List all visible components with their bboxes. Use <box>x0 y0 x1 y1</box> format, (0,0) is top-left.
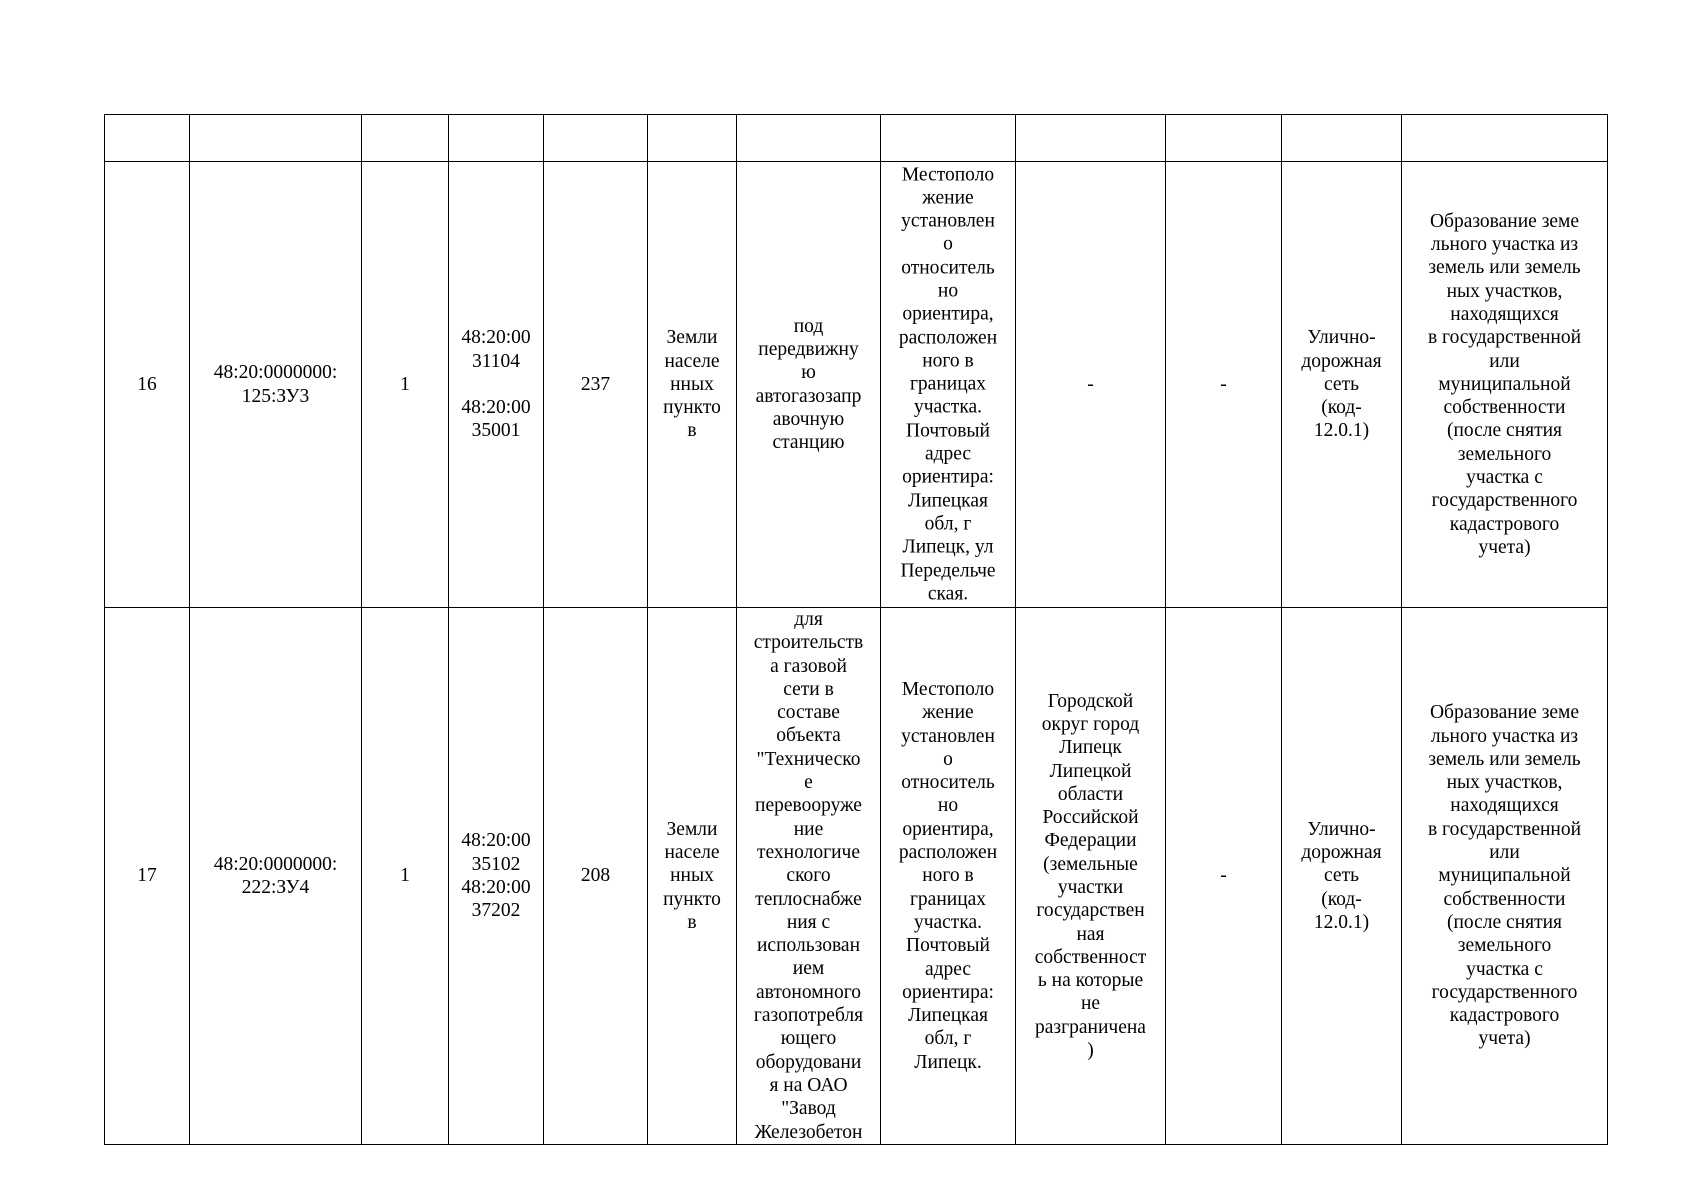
table-row <box>105 608 1608 1145</box>
count-cell <box>362 608 449 1145</box>
location-cell <box>881 608 1016 1145</box>
row-number-cell <box>105 162 190 608</box>
plot-designation: 48:20:0000000: 222:ЗУ4 <box>213 853 338 898</box>
plot-count: 1 <box>400 373 410 395</box>
header-cell <box>881 115 1016 162</box>
method-cell <box>1402 162 1608 608</box>
category-cell <box>648 162 737 608</box>
location-description: Местополо жение установлен о относитель но ориентира, расположен ного в границах участка. Почтовый адрес ориентира: Липецкая обл, г Липецк. <box>898 678 998 1073</box>
location-description: Местополо жение установлен о относитель но ориентира, расположен ного в границах участка. Почтовый адрес ориентира: Липецкая обл, г Липецк, ул Передельче ская. <box>898 164 998 605</box>
rights-cell <box>1166 608 1282 1145</box>
table-row <box>105 162 1608 608</box>
zone-cell <box>1282 162 1402 608</box>
header-cell <box>449 115 544 162</box>
method-cell <box>1402 608 1608 1145</box>
row-number: 17 <box>137 865 157 887</box>
rights-info: - <box>1220 373 1227 395</box>
formation-method: Образование земе льного участка из земель или земель ных участков, находящихся в государственной или муниципальной собственности (после снятия земельного участка с государственного кадастрового учета) <box>1427 702 1582 1050</box>
zone-cell <box>1282 608 1402 1145</box>
designation-cell <box>190 608 362 1145</box>
row-number-cell <box>105 608 190 1145</box>
header-cell <box>648 115 737 162</box>
owner-info: - <box>1087 373 1094 395</box>
header-cell <box>362 115 449 162</box>
use-cell <box>737 608 881 1145</box>
area-cell <box>544 608 648 1145</box>
zone-code: Улично- дорожная сеть (код- 12.0.1) <box>1301 327 1382 442</box>
header-cell <box>1166 115 1282 162</box>
land-plots-table <box>104 114 1608 1145</box>
plot-area: 208 <box>580 865 611 887</box>
use-cell <box>737 162 881 608</box>
zone-code: Улично- дорожная сеть (код- 12.0.1) <box>1301 818 1382 933</box>
land-category: Земли населе нных пункто в <box>663 818 721 933</box>
location-cell <box>881 162 1016 608</box>
designation-cell <box>190 162 362 608</box>
cadastral-quarters: 48:20:00 31104 48:20:00 35001 <box>461 327 531 442</box>
permitted-use: под передвижну ю автогазозапр авочную станцию <box>755 315 862 454</box>
quarters-cell <box>449 608 544 1145</box>
plot-designation: 48:20:0000000: 125:ЗУ3 <box>213 362 338 407</box>
formation-method: Образование земе льного участка из земель или земель ных участков, находящихся в государственной или муниципальной собственности (после снятия земельного участка с государственного кадастрового учета) <box>1427 210 1582 558</box>
quarters-cell <box>449 162 544 608</box>
header-cell <box>105 115 190 162</box>
permitted-use: для строительств а газовой сети в составе объекта "Техническо е перевооруже ние технологиче ского теплоснабже ния с использован ием автономного газопотребля ющего оборудовани я на ОАО "Завод Железобетон <box>753 609 864 1143</box>
table-header-row <box>105 115 1608 162</box>
header-cell <box>1282 115 1402 162</box>
plot-area: 237 <box>580 373 611 395</box>
header-cell <box>1016 115 1166 162</box>
header-cell <box>544 115 648 162</box>
rights-info: - <box>1220 865 1227 887</box>
category-cell <box>648 608 737 1145</box>
owner-cell <box>1016 608 1166 1145</box>
plot-count: 1 <box>400 865 410 887</box>
header-cell <box>737 115 881 162</box>
header-cell <box>1402 115 1608 162</box>
land-category: Земли населе нных пункто в <box>663 327 721 442</box>
cadastral-quarters: 48:20:00 35102 48:20:00 37202 <box>461 830 531 922</box>
area-cell <box>544 162 648 608</box>
owner-info: Городской округ город Липецк Липецкой области Российской Федерации (земельные участки государствен ная собственност ь на которые не разграничена ) <box>1034 690 1147 1062</box>
header-cell <box>190 115 362 162</box>
owner-cell <box>1016 162 1166 608</box>
rights-cell <box>1166 162 1282 608</box>
count-cell <box>362 162 449 608</box>
row-number: 16 <box>137 373 157 395</box>
